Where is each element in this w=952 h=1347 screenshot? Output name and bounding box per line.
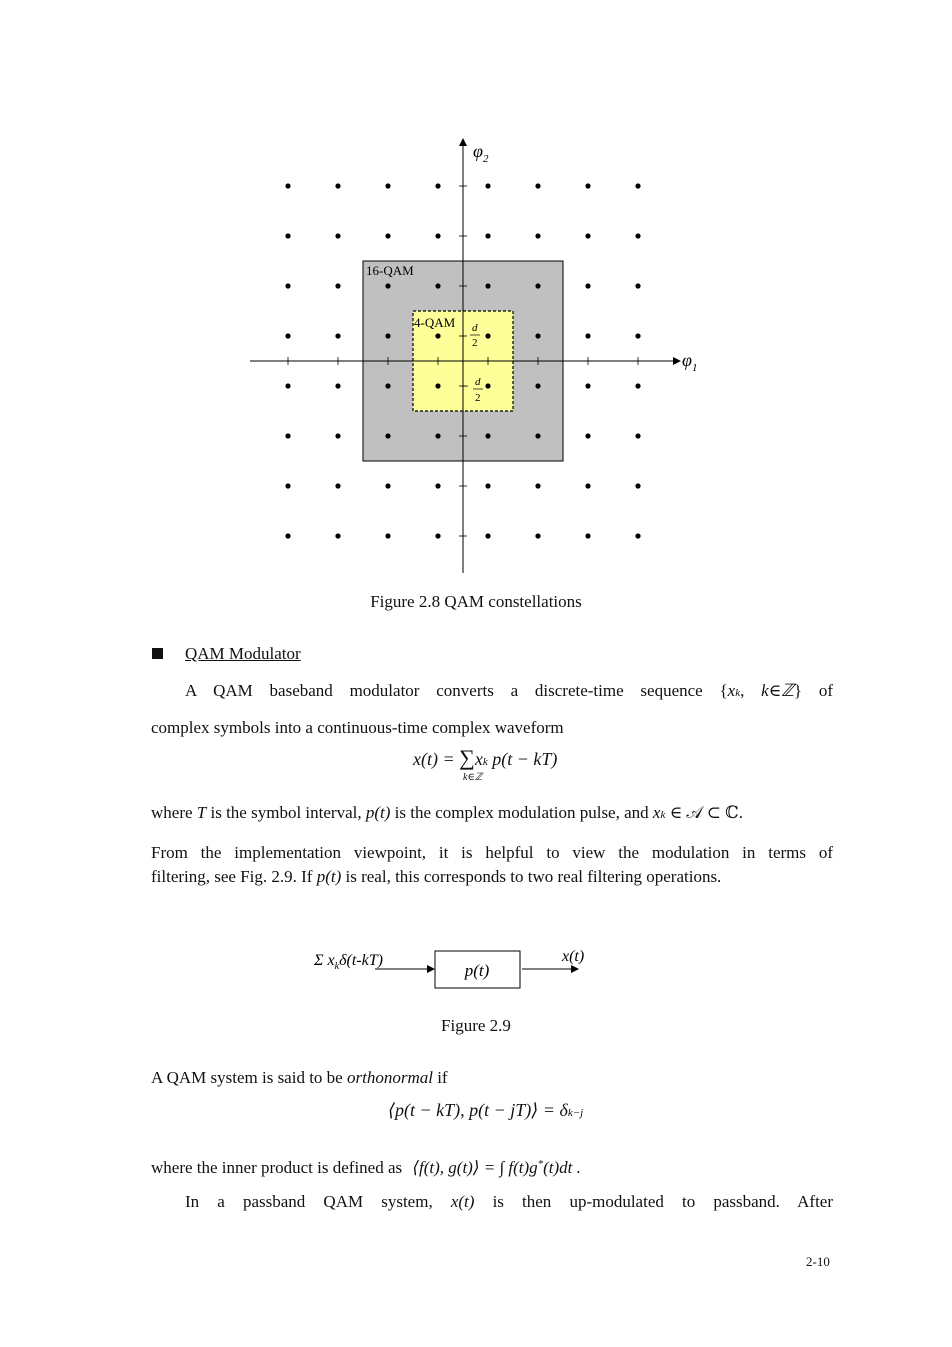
constellation-point [335, 283, 340, 288]
constellation-point [485, 483, 490, 488]
constellation-point [535, 333, 540, 338]
section-bullet [152, 648, 163, 659]
minus-d-over-2-numerator: d [475, 376, 481, 388]
constellation-point [335, 383, 340, 388]
constellation-point [285, 383, 290, 388]
constellation-point [435, 283, 440, 288]
output-arrow-head [571, 965, 579, 973]
constellation-point [435, 183, 440, 188]
para3-line1: From the implementation viewpoint, it is helpful to view the modulation in terms of [151, 843, 833, 862]
constellation-point [335, 333, 340, 338]
constellation-point [635, 383, 640, 388]
constellation-point [485, 233, 490, 238]
constellation-point [535, 383, 540, 388]
constellation-point [335, 233, 340, 238]
constellation-point [535, 233, 540, 238]
para6: In a passband QAM system, x(t) is then up-modulated to passband. After [185, 1192, 833, 1211]
constellation-point [635, 433, 640, 438]
constellation-point [485, 533, 490, 538]
constellation-point [385, 233, 390, 238]
16qam-label: 16-QAM [366, 263, 414, 278]
filter-block-diagram [300, 935, 620, 1005]
figure-2-9-caption: Figure 2.9 [441, 1016, 511, 1035]
para5: where the inner product is defined as ⟨f(t), g(t)⟩ = ∫ f(t)g*(t)dt . [151, 1158, 581, 1177]
constellation-point [285, 483, 290, 488]
constellation-point [635, 333, 640, 338]
constellation-point [585, 183, 590, 188]
constellation-point [385, 183, 390, 188]
input-signal-label: Σ $x_k\delta(t-kT)$ [314, 952, 383, 972]
constellation-point [485, 383, 490, 388]
constellation-point [435, 483, 440, 488]
constellation-point [485, 333, 490, 338]
phi1-label: $\varphi_1$ [682, 350, 698, 374]
constellation-point [435, 383, 440, 388]
constellation-point [535, 283, 540, 288]
constellation-point [535, 483, 540, 488]
constellation-point [485, 283, 490, 288]
phi1-arrow [673, 357, 681, 365]
constellation-point [285, 233, 290, 238]
constellation-point [535, 433, 540, 438]
constellation-point [385, 533, 390, 538]
output-signal-label: x(t) [562, 948, 585, 965]
minus-d-over-2-denominator: 2 [475, 392, 481, 404]
constellation-point [435, 433, 440, 438]
equation-modulator: x(t) = ∑xk p(t − kT) [413, 745, 558, 770]
constellation-point [585, 433, 590, 438]
constellation-point [485, 433, 490, 438]
filter-block-label: p(t) [464, 961, 490, 980]
constellation-point [635, 283, 640, 288]
constellation-point [385, 483, 390, 488]
constellation-point [435, 333, 440, 338]
constellation-point [335, 433, 340, 438]
qam-constellation-figure [240, 130, 710, 580]
phi2-label: $\varphi_2$ [473, 141, 489, 165]
constellation-point [585, 383, 590, 388]
para3-line2: filtering, see Fig. 2.9. If p(t) is real, this corresponds to two real filtering operations. [151, 867, 722, 886]
constellation-point [535, 533, 540, 538]
constellation-point [635, 183, 640, 188]
minus-sign: − [462, 379, 469, 393]
input-arrow-head [427, 965, 435, 973]
constellation-point [335, 183, 340, 188]
constellation-point [485, 183, 490, 188]
figure-2-8-caption: Figure 2.8 QAM constellations [370, 592, 582, 611]
constellation-point [435, 233, 440, 238]
constellation-point [585, 283, 590, 288]
constellation-point [285, 283, 290, 288]
d-over-2-numerator: d [472, 322, 478, 334]
constellation-point [335, 533, 340, 538]
constellation-point [285, 533, 290, 538]
para1-line1: A QAM baseband modulator converts a discrete-time sequence {xk, k∈ℤ} of [185, 681, 833, 700]
equation-orthonormal: ⟨p(t − kT), p(t − jT)⟩ = δk−j [388, 1100, 584, 1120]
para1-line2: complex symbols into a continuous-time complex waveform [151, 718, 564, 737]
section-title: QAM Modulator [185, 644, 301, 663]
constellation-point [285, 183, 290, 188]
d-over-2-denominator: 2 [472, 337, 478, 349]
page-number: 2-10 [806, 1254, 830, 1269]
constellation-point [635, 233, 640, 238]
para4: A QAM system is said to be orthonormal if [151, 1068, 448, 1087]
phi2-arrow [459, 138, 467, 146]
constellation-point [585, 333, 590, 338]
constellation-point [585, 533, 590, 538]
constellation-point [285, 433, 290, 438]
constellation-point [635, 533, 640, 538]
constellation-point [385, 333, 390, 338]
constellation-point [435, 533, 440, 538]
constellation-point [335, 483, 340, 488]
constellation-point [385, 283, 390, 288]
constellation-point [535, 183, 540, 188]
constellation-point [585, 233, 590, 238]
constellation-point [385, 433, 390, 438]
constellation-point [385, 383, 390, 388]
equation-sum-index: k∈ℤ [463, 772, 483, 783]
4qam-label: 4-QAM [414, 315, 456, 330]
constellation-point [285, 333, 290, 338]
para2: where T is the symbol interval, p(t) is the complex modulation pulse, and xk ∈ 𝒜 ⊂ ℂ. [151, 803, 744, 822]
constellation-point [635, 483, 640, 488]
constellation-point [585, 483, 590, 488]
